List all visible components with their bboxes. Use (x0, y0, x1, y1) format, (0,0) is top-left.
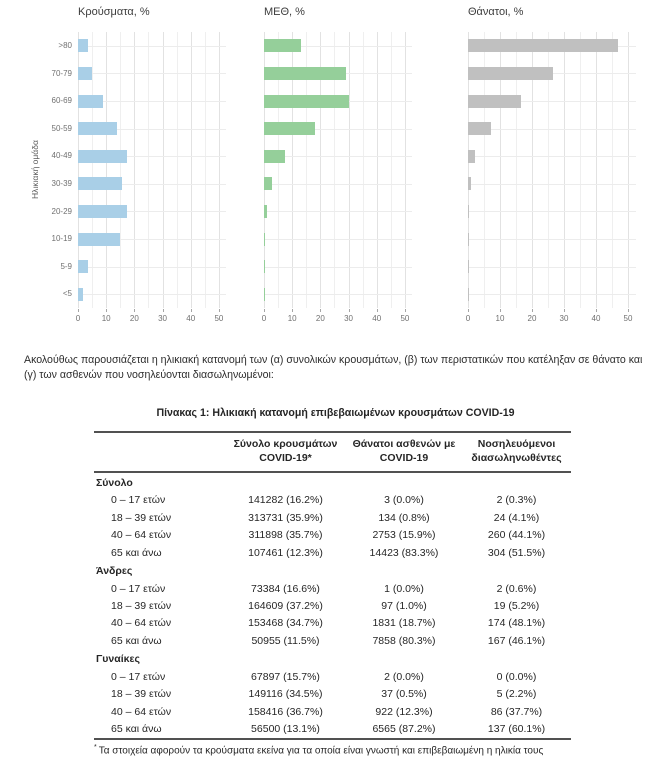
data-cell: 158416 (36.7%) (248, 705, 323, 718)
x-tick-label: 10 (287, 314, 297, 323)
chart-bar (468, 95, 521, 108)
data-cell: 37 (0.5%) (381, 688, 427, 701)
data-cell: 149116 (34.5%) (248, 688, 323, 701)
x-tick-mark (500, 309, 501, 312)
chart-plot-area (78, 32, 226, 308)
section-row (94, 650, 571, 668)
table-row (94, 703, 571, 720)
data-cell: 19 (5.2%) (493, 599, 540, 612)
chart-plot-area (468, 32, 636, 308)
chart-bar (264, 67, 346, 80)
data-cell: 1 (0.0%) (384, 582, 424, 595)
header-line: Νοσηλευόμενοι (477, 437, 556, 450)
chart-bar (78, 288, 83, 301)
row-label: 0 – 17 ετών (111, 494, 166, 507)
table-row (94, 509, 571, 526)
x-tick-label: 20 (129, 314, 139, 323)
chart-panel (75, 6, 226, 327)
horizontal-gridline (78, 267, 226, 268)
x-tick-label: 0 (465, 314, 471, 323)
row-label: 18 – 39 ετών (111, 511, 172, 524)
data-cell: 260 (44.1%) (487, 529, 546, 542)
x-tick-mark (264, 309, 265, 312)
data-cell: 164609 (37.2%) (248, 599, 323, 612)
y-axis-title: Ηλικιακή ομάδα (30, 140, 40, 200)
row-label: 65 και άνω (111, 634, 162, 647)
row-label: 65 και άνω (111, 723, 162, 736)
data-cell: 137 (60.1%) (487, 723, 546, 736)
chart-bar (264, 95, 349, 108)
x-tick-mark (532, 309, 533, 312)
data-cell: 174 (48.1%) (487, 617, 546, 630)
data-cell: 2 (0.3%) (496, 494, 537, 507)
header-cell (225, 432, 346, 472)
table-row (94, 597, 571, 614)
data-cell: 14423 (83.3%) (369, 546, 439, 559)
y-tick-label: 70-79 (51, 68, 72, 78)
chart-title: ΜΕΘ, % (264, 6, 305, 18)
chart-plot-area (264, 32, 412, 308)
horizontal-gridline (264, 156, 412, 157)
data-cell: 73384 (16.6%) (251, 582, 320, 595)
data-cell: 134 (0.8%) (378, 511, 430, 524)
row-label: 65 και άνω (111, 546, 162, 559)
table-row (94, 544, 571, 561)
x-tick-mark (320, 309, 321, 312)
x-tick-mark (191, 309, 192, 312)
data-cell: 86 (37.7%) (490, 705, 543, 718)
chart-bar (264, 122, 315, 135)
horizontal-gridline (78, 46, 226, 47)
table-caption: Πίνακας 1: Ηλικιακή κατανομή επιβεβαιωμένων κρουσμάτων COVID-19 (156, 406, 515, 419)
chart-title: Κρούσματα, % (78, 6, 150, 18)
data-cell: 2 (0.0%) (384, 670, 424, 683)
x-tick-mark (405, 309, 406, 312)
section-row (94, 472, 571, 491)
x-tick-mark (349, 309, 350, 312)
data-cell: 7858 (80.3%) (372, 634, 436, 647)
y-tick-label: 40-49 (51, 151, 72, 161)
age-distribution-figure (30, 6, 647, 327)
x-tick-label: 20 (315, 314, 325, 323)
x-tick-label: 0 (261, 314, 267, 323)
y-tick-label: 30-39 (51, 178, 72, 188)
data-cell: 50955 (11.5%) (251, 634, 320, 647)
horizontal-gridline (468, 239, 636, 240)
chart-bar (264, 39, 301, 52)
horizontal-gridline (468, 156, 636, 157)
chart-bar (468, 67, 553, 80)
table-footnote (94, 744, 576, 756)
horizontal-gridline (264, 294, 412, 295)
data-cell: 6565 (87.2%) (372, 723, 436, 736)
data-cell: 167 (46.1%) (487, 634, 546, 647)
horizontal-gridline (468, 184, 636, 185)
chart-bar (468, 39, 618, 52)
horizontal-gridline (78, 294, 226, 295)
row-label: 18 – 39 ετών (111, 599, 172, 612)
footnote-text: Τα στοιχεία αφορούν τα κρούσματα εκείνα για τα οποία είναι γνωστή και επιβεβαιωμένη η ηλικία τους (98, 745, 544, 757)
data-cell: 313731 (35.9%) (248, 511, 323, 524)
x-tick-mark (163, 309, 164, 312)
chart-bar (264, 205, 267, 218)
x-tick-label: 10 (495, 314, 505, 323)
x-axis (465, 309, 636, 327)
intro-paragraph: Ακολούθως παρουσιάζεται η ηλικιακή κατανομή των (α) συνολικών κρουσμάτων, (β) των περιστατικών που κατέληξαν σε θάνατο και (γ) των ασθενών που νοσηλεύονται διασωληνωμένοι: (24, 354, 643, 382)
footnote-marker: * (94, 744, 97, 752)
header-cell-empty (94, 432, 225, 472)
table-body (94, 472, 571, 739)
row-label: 0 – 17 ετών (111, 670, 166, 683)
data-cell: 141282 (16.2%) (248, 494, 323, 507)
covid-age-table (94, 431, 571, 741)
chart-bar (468, 205, 469, 218)
chart-bar (264, 288, 265, 301)
chart-bar (468, 177, 471, 190)
table-header (94, 432, 571, 472)
chart-bar (78, 122, 117, 135)
x-tick-mark (78, 309, 79, 312)
y-tick-label: 50-59 (51, 123, 72, 133)
y-tick-label: 10-19 (51, 234, 72, 244)
chart-bar (468, 150, 475, 163)
table-row (94, 632, 571, 649)
x-tick-mark (134, 309, 135, 312)
x-tick-mark (292, 309, 293, 312)
chart-bar (468, 233, 469, 246)
header-line: Θάνατοι ασθενών με (352, 437, 456, 450)
data-cell: 5 (2.2%) (496, 688, 537, 701)
chart-bar (78, 95, 103, 108)
data-cell: 922 (12.3%) (375, 705, 433, 718)
horizontal-gridline (468, 267, 636, 268)
horizontal-gridline (468, 211, 636, 212)
horizontal-gridline (264, 184, 412, 185)
data-cell: 3 (0.0%) (384, 494, 424, 507)
y-tick-label: <5 (62, 289, 72, 299)
table-row (94, 615, 571, 632)
table-row (94, 580, 571, 597)
table-row (94, 668, 571, 685)
x-tick-mark (219, 309, 220, 312)
section-name: Γυναίκες (96, 653, 140, 666)
x-tick-mark (564, 309, 565, 312)
data-cell: 0 (0.0%) (496, 670, 537, 683)
x-tick-label: 50 (400, 314, 410, 323)
data-cell: 56500 (13.1%) (251, 723, 320, 736)
y-tick-label: >80 (58, 41, 72, 50)
x-tick-label: 40 (186, 314, 196, 323)
header-cell (462, 432, 571, 472)
chart-bar (264, 260, 265, 273)
section-name: Σύνολο (96, 476, 133, 489)
chart-bar (78, 39, 88, 52)
chart-bar (468, 122, 491, 135)
x-tick-label: 20 (527, 314, 537, 323)
x-tick-label: 40 (591, 314, 601, 323)
horizontal-gridline (264, 267, 412, 268)
horizontal-gridline (468, 129, 636, 130)
x-tick-label: 30 (158, 314, 168, 323)
horizontal-gridline (264, 211, 412, 212)
x-tick-mark (377, 309, 378, 312)
x-axis (261, 309, 412, 327)
chart-panel (261, 6, 412, 327)
horizontal-gridline (468, 294, 636, 295)
y-axis-labels (44, 32, 78, 308)
data-cell: 2753 (15.9%) (372, 529, 436, 542)
chart-panel (465, 6, 636, 327)
chart-bar (78, 67, 92, 80)
x-tick-mark (468, 309, 469, 312)
chart-bar (264, 233, 265, 246)
table-row (94, 686, 571, 703)
chart-bar (264, 177, 272, 190)
x-axis (75, 309, 226, 327)
x-tick-mark (628, 309, 629, 312)
x-tick-label: 10 (101, 314, 111, 323)
chart-title: Θάνατοι, % (468, 6, 524, 18)
row-label: 0 – 17 ετών (111, 582, 166, 595)
data-cell: 311898 (35.7%) (248, 529, 323, 542)
row-label: 40 – 64 ετών (111, 705, 172, 718)
chart-panels (75, 6, 636, 327)
chart-bar (78, 233, 120, 246)
section-name: Άνδρες (96, 565, 133, 578)
data-cell: 1831 (18.7%) (372, 617, 436, 630)
header-cell (346, 432, 462, 472)
header-line: Σύνολο κρουσμάτων (233, 437, 338, 450)
table-row (94, 527, 571, 544)
chart-bar (468, 260, 469, 273)
chart-bar (78, 150, 127, 163)
header-line: διασωληνωθέντες (471, 452, 562, 465)
chart-bar (468, 288, 469, 301)
data-cell: 107461 (12.3%) (248, 546, 323, 559)
x-tick-label: 0 (75, 314, 81, 323)
y-tick-label: 60-69 (51, 96, 72, 106)
x-tick-mark (106, 309, 107, 312)
data-cell: 153468 (34.7%) (248, 617, 323, 630)
y-tick-label: 20-29 (51, 206, 72, 216)
x-tick-label: 30 (559, 314, 569, 323)
header-line: COVID-19 (379, 452, 429, 465)
x-tick-label: 50 (623, 314, 633, 323)
horizontal-gridline (264, 239, 412, 240)
chart-bar (78, 205, 127, 218)
table-row (94, 492, 571, 509)
chart-bar (78, 177, 122, 190)
row-label: 40 – 64 ετών (111, 529, 172, 542)
x-tick-label: 50 (214, 314, 224, 323)
row-label: 18 – 39 ετών (111, 688, 172, 701)
data-cell: 24 (4.1%) (493, 511, 540, 524)
y-tick-label: 5-9 (60, 261, 72, 271)
header-line: COVID-19* (259, 452, 312, 465)
table-header-row (94, 432, 571, 472)
table-row (94, 721, 571, 739)
chart-bar (78, 260, 88, 273)
horizontal-gridline (78, 73, 226, 74)
data-cell: 97 (1.0%) (381, 599, 427, 612)
x-tick-label: 40 (372, 314, 382, 323)
data-cell: 304 (51.5%) (487, 546, 546, 559)
data-cell: 2 (0.6%) (496, 582, 537, 595)
row-label: 40 – 64 ετών (111, 617, 172, 630)
chart-bar (264, 150, 285, 163)
x-tick-label: 30 (344, 314, 354, 323)
data-cell: 67897 (15.7%) (251, 670, 320, 683)
x-tick-mark (596, 309, 597, 312)
section-row (94, 562, 571, 580)
